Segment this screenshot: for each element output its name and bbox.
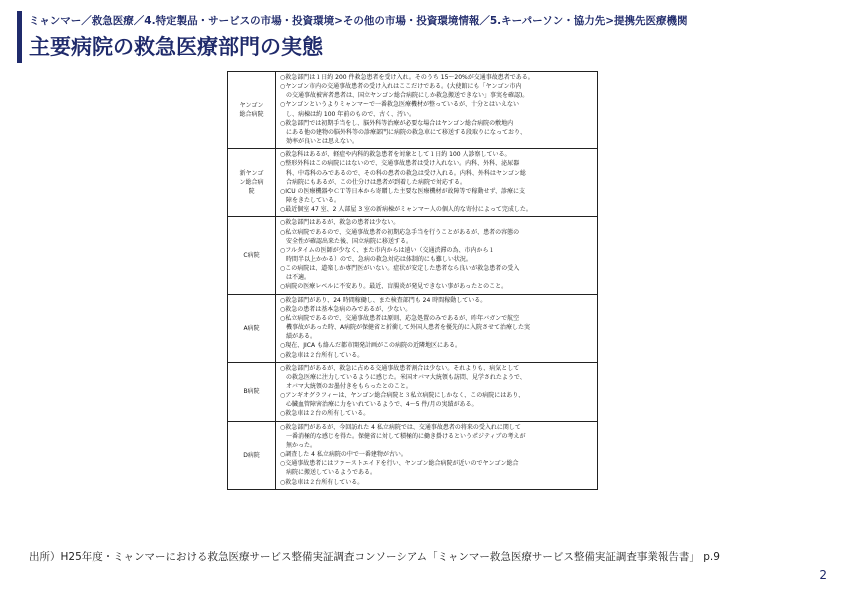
hospital-name-cell	[228, 362, 276, 421]
hospital-name-line: 院	[248, 188, 255, 196]
description-line: ○救急部門があるが、今回訪れた 4 私立病院では、交通事故患者の将来の受入れに関して	[280, 423, 521, 431]
hospital-name-cell	[228, 217, 276, 294]
description-line: 一番消極的な感じを得た。保健省に対して積極的に働き掛けるというポジティブの考えが	[280, 432, 526, 440]
hospital-name-line: A病院	[243, 324, 260, 332]
description-line: ○病院の医療レベルに不安あり。最近、盲腸炎が発見できない事があったとのこと。	[280, 283, 508, 291]
description-line: ○ヤンゴンというよりミャンマーで一番救急医療機材が整っているが、十分とはいえない	[280, 101, 520, 109]
hospital-name-cell	[228, 421, 276, 489]
source-citation: 出所）H25年度・ミャンマーにおける救急医療サービス整備実証調査コンソーシアム「ミャンマー救急医療サービス整備実証調査事業報告書」 p.9	[29, 551, 720, 563]
description-line: 科、中毒科のみであるので、その科の患者の救急は受け入れる。内科、外科はヤンゴン総	[280, 169, 526, 177]
hospital-table-body	[228, 72, 598, 490]
description-line: 病院に搬送しているようである。	[280, 469, 377, 477]
page-title: 主要病院の救急医療部門の実態	[29, 35, 323, 59]
description-line: ○最近個室 47 室、2 人部屋 3 室の新病棟がミャンマー人の個人的な寄付によって完成した。	[280, 206, 532, 214]
description-line: ○アンギオグラフィーは、ヤンゴン総合病院と３私立病院にしかなく、この病院にはあり、	[280, 392, 525, 400]
hospital-name-cell	[228, 294, 276, 362]
hospital-description-cell	[276, 217, 598, 294]
description-line: ○整形外科はこの病院にはないので、交通事故患者は受け入れない。内科、外科、泌尿器	[280, 160, 520, 168]
hospital-row	[228, 72, 598, 149]
description-line: 時間半以上かかる）ので、急病の救急対応は体制的にも難しい状況。	[280, 255, 472, 263]
hospital-name-line: 新ヤンゴ	[239, 170, 264, 178]
hospital-name-line: 総合病院	[239, 111, 264, 119]
description-line: 安全性が確認出来た後、国立病院に移送する。	[280, 237, 413, 245]
description-line: オバマ大統領のお墨付きをもらったとのこと。	[280, 383, 412, 390]
hospital-row	[228, 149, 598, 217]
description-line: ○私立病院であるので、交通事故患者は原則、応急処置のみであるが、昨年バガンで航空	[280, 314, 520, 322]
description-line: ○救急部門は１日約 200 件救急患者を受け入れ。そのうち 15～20%が交通事故患者である。	[280, 74, 534, 81]
description-line: 心臓血管障害治療に力をいれているようで、4～5 件/月の実績がある。	[280, 401, 478, 409]
title-accent-bar	[17, 11, 22, 63]
hospital-name-line: ヤンゴン	[239, 101, 264, 109]
page-number: 2	[819, 568, 827, 582]
description-line: ○私立病院であるので、交通事故患者の初期応急手当を行うことがあるが、患者の容態の	[280, 228, 520, 236]
description-line: 機事故があった時、A病院が保健省と折衝して外国人患者を優先的に入院させて治療した実	[280, 324, 531, 332]
description-line: ○救急部門があるが、救急に占める交通事故患者割合は少ない。それよりも、病気として	[280, 364, 520, 372]
description-line: 無かった。	[280, 441, 317, 449]
description-line: は不適。	[280, 274, 311, 282]
description-line: ○ICU の医療機器やＣＴ等日本から寄贈した主要な医療機材が故障等で稼動せず、診療に支	[280, 187, 526, 195]
description-line: 障をきたしている。	[280, 197, 341, 205]
description-line: 績がある。	[280, 333, 317, 341]
hospital-name-cell	[228, 149, 276, 217]
hospital-row	[228, 362, 598, 421]
hospital-description-cell	[276, 421, 598, 489]
description-line: ○交通事故患者にはファーストエイドを行い、ヤンゴン総合病院が近いのでヤンゴン総合	[280, 460, 519, 468]
description-line: ○救急部門があり、24 時間稼働し、また検査部門も 24 時間稼動している。	[280, 296, 487, 304]
hospital-table	[227, 71, 598, 490]
description-line: し、病棟は約 100 年前のもので、古く、汚い。	[280, 110, 416, 118]
description-line: 効率が良いとは思えない。	[280, 138, 359, 146]
hospital-name-line: ン総合病	[239, 179, 264, 187]
hospital-row	[228, 217, 598, 294]
description-line: ○ヤンゴン市内の交通事故患者の受け入れはここだけである。(大使館にも「ヤンゴン市内	[280, 83, 522, 91]
description-line: ○救急科はあるが、軽症や内科的救急患者を対象として１日約 100 人診察している。	[280, 151, 511, 159]
hospital-name-line: B病院	[243, 388, 260, 396]
description-line: 合病院にもあるが、この仕分けは患者が到着した病院で対応する。	[280, 178, 467, 186]
description-line: の救急医療に注力しているように感じた。米国オバマ大統領も訪問、見学されたようで、	[280, 373, 526, 381]
hospital-description-cell	[276, 72, 598, 149]
hospital-description-cell	[276, 362, 598, 421]
hospital-name-cell	[228, 72, 276, 149]
hospital-row	[228, 294, 598, 362]
description-line: ○救急車は２台の所有している。	[280, 410, 370, 418]
breadcrumb: ミャンマー／救急医療／4.特定製品・サービスの市場・投資環境>その他の市場・投資環境情報／5.キーパーソン・協力先>提携先医療機関	[29, 15, 688, 27]
hospital-name-line: D病院	[243, 451, 260, 459]
description-line: ○救急部門では初期手当をし、脳外科等治療が必要な場合はヤンゴン総合病院の敷地内	[280, 119, 514, 127]
description-line: ○フルタイムの医師が少なく、また市内からは遠い（交通渋滞の為、市内から１	[280, 246, 495, 254]
description-line: ○この病院は、道楽しか専門医がいない。症状が安定した患者なら良いが救急患者の受入	[280, 265, 520, 273]
description-line: にある他の建物の脳外科等の診療部門に病院の救急車にて移送する段取りになっており、	[280, 128, 527, 136]
description-line: の交通事故被害者患者は、国立ヤンゴン総合病院にしか救急搬送できない」事実を確認)。	[280, 92, 529, 100]
description-line: ○救急車は２台所有している。	[280, 478, 364, 486]
hospital-description-cell	[276, 149, 598, 217]
description-line: ○現在、JICA も絡んだ都市開発計画がこの病院の近隣地区にある。	[280, 342, 461, 350]
description-line: ○救急車は２台所有している。	[280, 351, 364, 359]
hospital-name-line: C病院	[243, 251, 260, 259]
hospital-description-cell	[276, 294, 598, 362]
hospital-row	[228, 421, 598, 489]
description-line: ○救急の患者は基本急病のみであるが、少ない。	[280, 305, 412, 313]
description-line: ○救急部門はあるが、救急の患者は少ない。	[280, 219, 400, 227]
description-line: ○調査した 4 私立病院の中で一番建物が古い。	[280, 451, 407, 459]
